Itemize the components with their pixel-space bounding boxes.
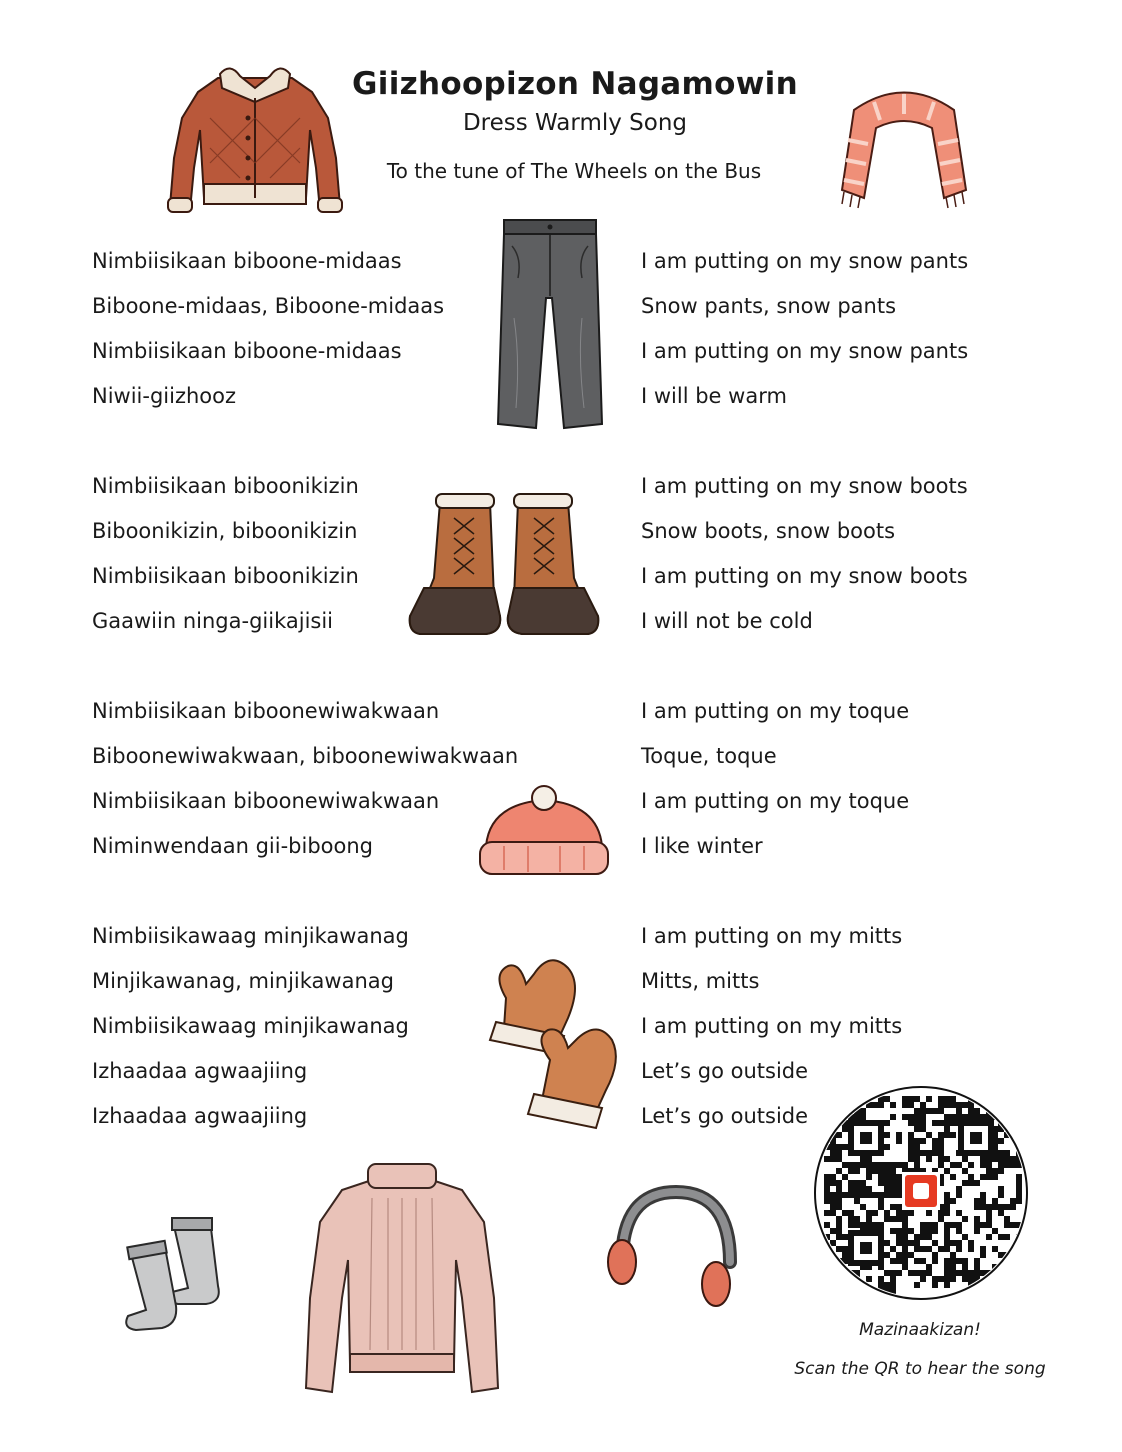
qr-caption-instruction: Scan the QR to hear the song xyxy=(794,1359,1046,1379)
english-line: I am putting on my toque xyxy=(641,789,910,813)
ojibwe-line: Niwii-giizhooz xyxy=(92,384,237,408)
page-title: Giizhoopizon Nagamowin xyxy=(352,66,798,102)
english-line: I will not be cold xyxy=(641,609,813,633)
ojibwe-line: Nimbiisikaan biboonewiwakwaan xyxy=(92,789,440,813)
earmuffs-icon xyxy=(604,1184,744,1314)
english-line: Let’s go outside xyxy=(641,1059,809,1083)
ojibwe-line: Nimbiisikaan biboone-midaas xyxy=(92,249,402,273)
english-line: Snow boots, snow boots xyxy=(641,519,896,543)
ojibwe-line: Nimbiisikaan biboonikizin xyxy=(92,474,359,498)
sweater-icon xyxy=(302,1158,502,1402)
ojibwe-line: Biboone-midaas, Biboone-midaas xyxy=(92,294,445,318)
english-line: I will be warm xyxy=(641,384,787,408)
english-line: I am putting on my snow pants xyxy=(641,249,969,273)
english-line: Let’s go outside xyxy=(641,1104,809,1128)
page-subtitle: Dress Warmly Song xyxy=(462,110,688,136)
ojibwe-line: Biboonewiwakwaan, biboonewiwakwaan xyxy=(92,744,519,768)
ojibwe-line: Izhaadaa agwaajiing xyxy=(92,1059,308,1083)
english-line: I am putting on my snow boots xyxy=(641,564,968,588)
ojibwe-line: Niminwendaan gii-biboong xyxy=(92,834,374,858)
english-line: Mitts, mitts xyxy=(641,969,760,993)
toque-icon xyxy=(474,784,614,880)
english-line: I am putting on my mitts xyxy=(641,924,903,948)
qr-code-icon[interactable] xyxy=(814,1086,1028,1300)
mittens-icon xyxy=(474,944,634,1142)
snow-boots-icon xyxy=(406,488,602,640)
ojibwe-line: Biboonikizin, biboonikizin xyxy=(92,519,358,543)
scarf-icon xyxy=(834,80,974,210)
ojibwe-line: Nimbiisikawaag minjikawanag xyxy=(92,924,409,948)
ojibwe-line: Nimbiisikawaag minjikawanag xyxy=(92,1014,409,1038)
qr-caption-title: Mazinaakizan! xyxy=(859,1320,981,1340)
ojibwe-line: Izhaadaa agwaajiing xyxy=(92,1104,308,1128)
english-line: I am putting on my snow pants xyxy=(641,339,969,363)
english-line: I am putting on my toque xyxy=(641,699,910,723)
english-line: Snow pants, snow pants xyxy=(641,294,897,318)
tune-note: To the tune of The Wheels on the Bus xyxy=(386,159,762,183)
snow-pants-icon xyxy=(490,218,610,438)
jacket-icon xyxy=(160,58,350,223)
socks-icon xyxy=(118,1216,228,1334)
ojibwe-line: Gaawiin ninga-giikajisii xyxy=(92,609,334,633)
english-line: I am putting on my snow boots xyxy=(641,474,968,498)
ojibwe-line: Nimbiisikaan biboonewiwakwaan xyxy=(92,699,440,723)
ojibwe-line: Minjikawanag, minjikawanag xyxy=(92,969,394,993)
english-line: I like winter xyxy=(641,834,763,858)
ojibwe-line: Nimbiisikaan biboone-midaas xyxy=(92,339,402,363)
english-line: Toque, toque xyxy=(641,744,777,768)
ojibwe-line: Nimbiisikaan biboonikizin xyxy=(92,564,359,588)
english-line: I am putting on my mitts xyxy=(641,1014,903,1038)
